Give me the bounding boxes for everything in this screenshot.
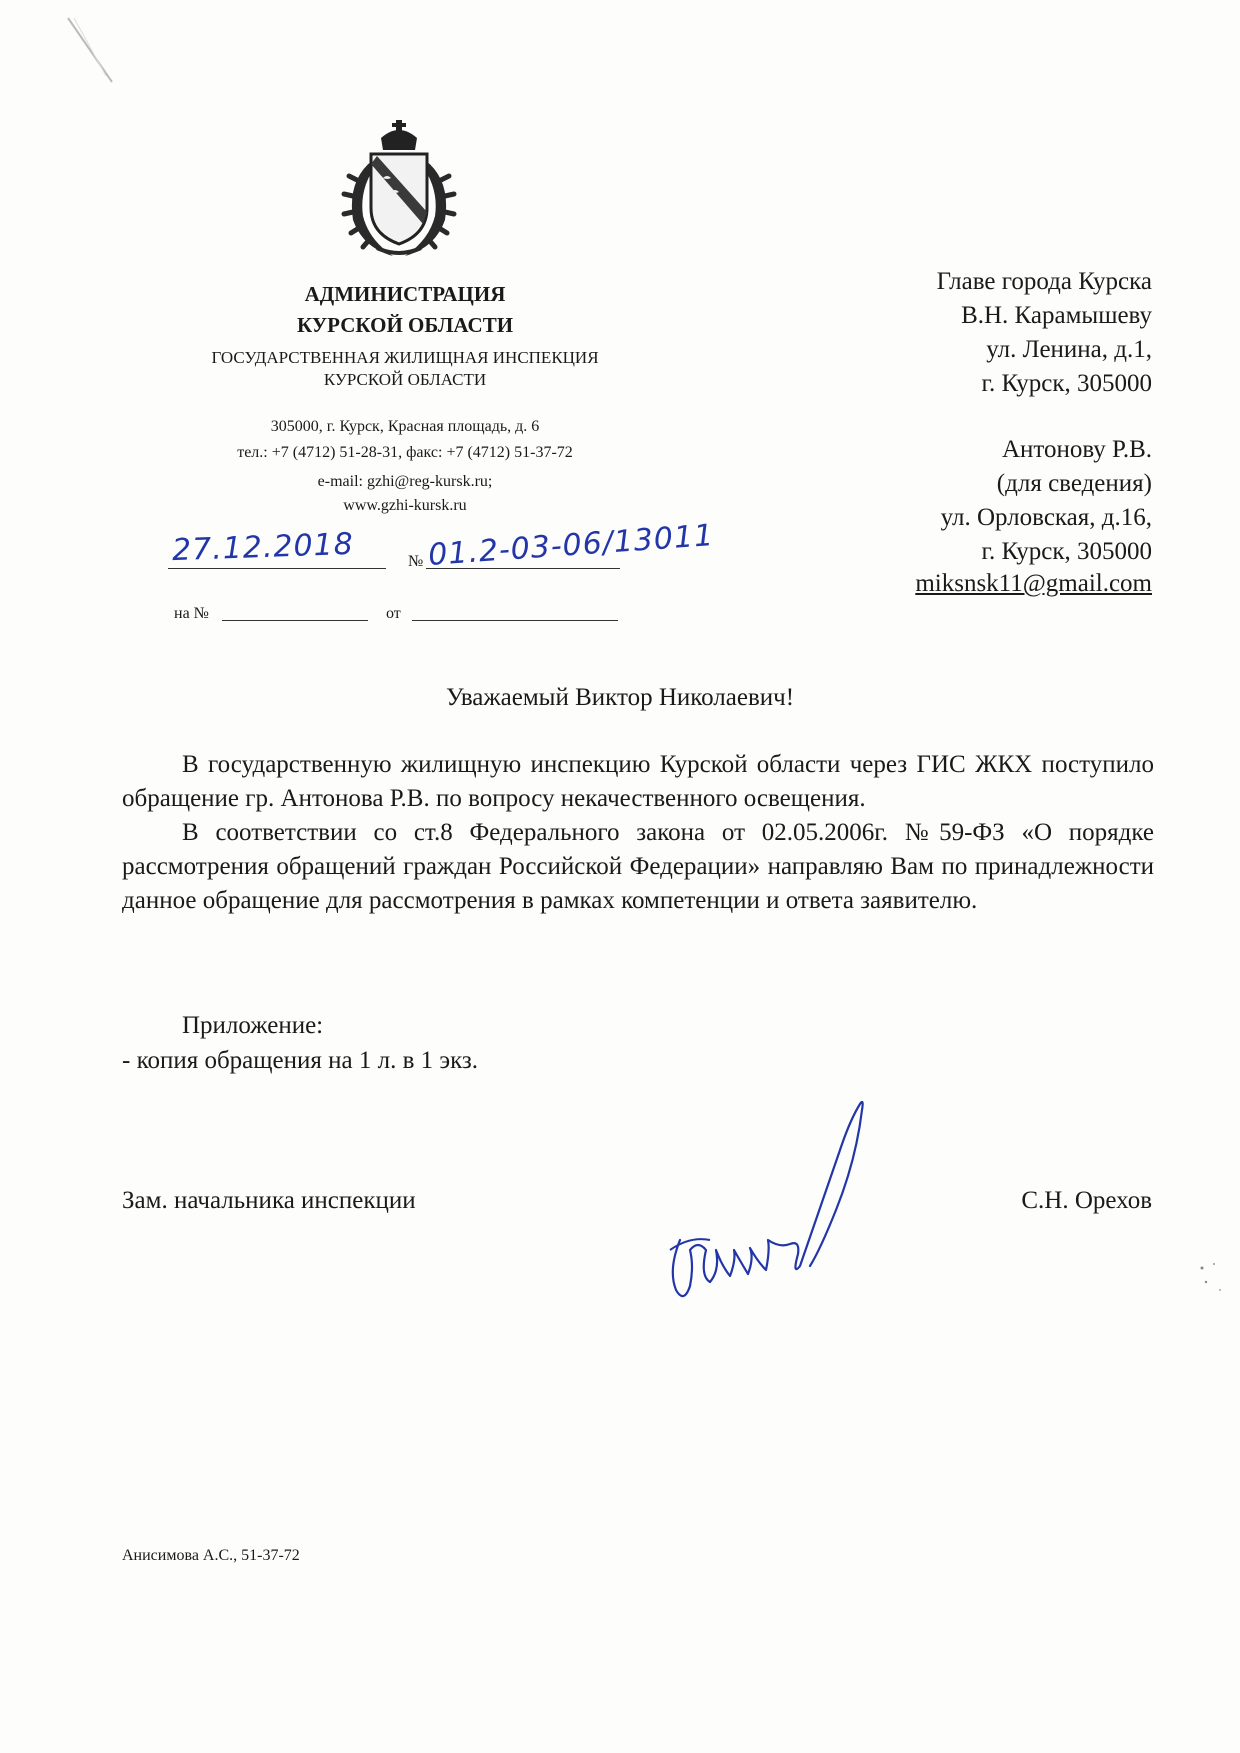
body-paragraph-2: В соответствии со ст.8 Федерального закона от 02.05.2006г. №59-ФЗ «О порядке рассмотрения обращений граждан Российской Федерации» направляю Вам по принадлежности данное обращение для рассмотрения в рамках компетенции и ответа заявителю.	[122, 819, 1154, 914]
reg-date-handwritten: 27.12.2018	[171, 526, 355, 569]
recipient-secondary-note: (для сведения)	[996, 470, 1152, 497]
handwritten-signature	[650, 1090, 890, 1310]
issuer-address: 305000, г. Курск, Красная площадь, д. 6	[270, 418, 540, 435]
reference-number-underline	[222, 619, 368, 621]
recipient-secondary-street: ул. Орловская, д.16,	[940, 504, 1152, 531]
reference-date-underline	[412, 619, 618, 621]
attachment-title: Приложение:	[182, 1012, 324, 1039]
recipient-primary-street: ул. Ленина, д.1,	[986, 336, 1152, 363]
reg-number-handwritten: 01.2-03-06/13011	[427, 518, 716, 573]
executor-contact: Анисимова А.С., 51-37-72	[122, 1547, 300, 1564]
attachment-item: - копия обращения на 1 л. в 1 экз.	[122, 1047, 479, 1074]
recipient-primary-title: Главе города Курска	[936, 268, 1152, 295]
issuer-phone: тел.: +7 (4712) 51-28-31, факс: +7 (4712) 51-37-72	[237, 444, 573, 461]
issuer-org-name: АДМИНИСТРАЦИЯ	[304, 282, 506, 306]
coat-of-arms-icon	[333, 120, 465, 262]
recipient-secondary-city: г. Курск, 305000	[981, 538, 1152, 565]
issuer-department-region: КУРСКОЙ ОБЛАСТИ	[323, 370, 487, 389]
salutation: Уважаемый Виктор Николаевич!	[445, 684, 795, 711]
reg-date-underline	[168, 567, 386, 569]
recipient-secondary-name: Антонову Р.В.	[1001, 436, 1152, 463]
scan-artifact-dots	[1196, 1260, 1226, 1300]
issuer-org-region: КУРСКОЙ ОБЛАСТИ	[296, 313, 514, 337]
body-paragraph-1: В государственную жилищную инспекцию Курской области через ГИС ЖКХ поступило обращение гр. Антонова Р.В. по вопросу некачественного освещения.	[122, 751, 1154, 812]
recipient-secondary-email: miksnsk11@gmail.com	[915, 570, 1152, 597]
scan-artifact-corner	[66, 16, 116, 86]
recipient-primary-city: г. Курск, 305000	[981, 370, 1152, 397]
signer-name: С.Н. Орехов	[1021, 1187, 1152, 1214]
reference-number-label: на №	[174, 605, 209, 622]
issuer-website: www.gzhi-kursk.ru	[343, 497, 467, 514]
reference-date-label: от	[386, 605, 401, 622]
issuer-email: e-mail: gzhi@reg-kursk.ru;	[317, 473, 493, 490]
recipient-primary-name: В.Н. Карамышеву	[961, 302, 1152, 329]
issuer-department: ГОСУДАРСТВЕННАЯ ЖИЛИЩНАЯ ИНСПЕКЦИЯ	[211, 348, 599, 367]
reg-number-label: №	[408, 553, 424, 570]
signer-position: Зам. начальника инспекции	[122, 1187, 416, 1214]
